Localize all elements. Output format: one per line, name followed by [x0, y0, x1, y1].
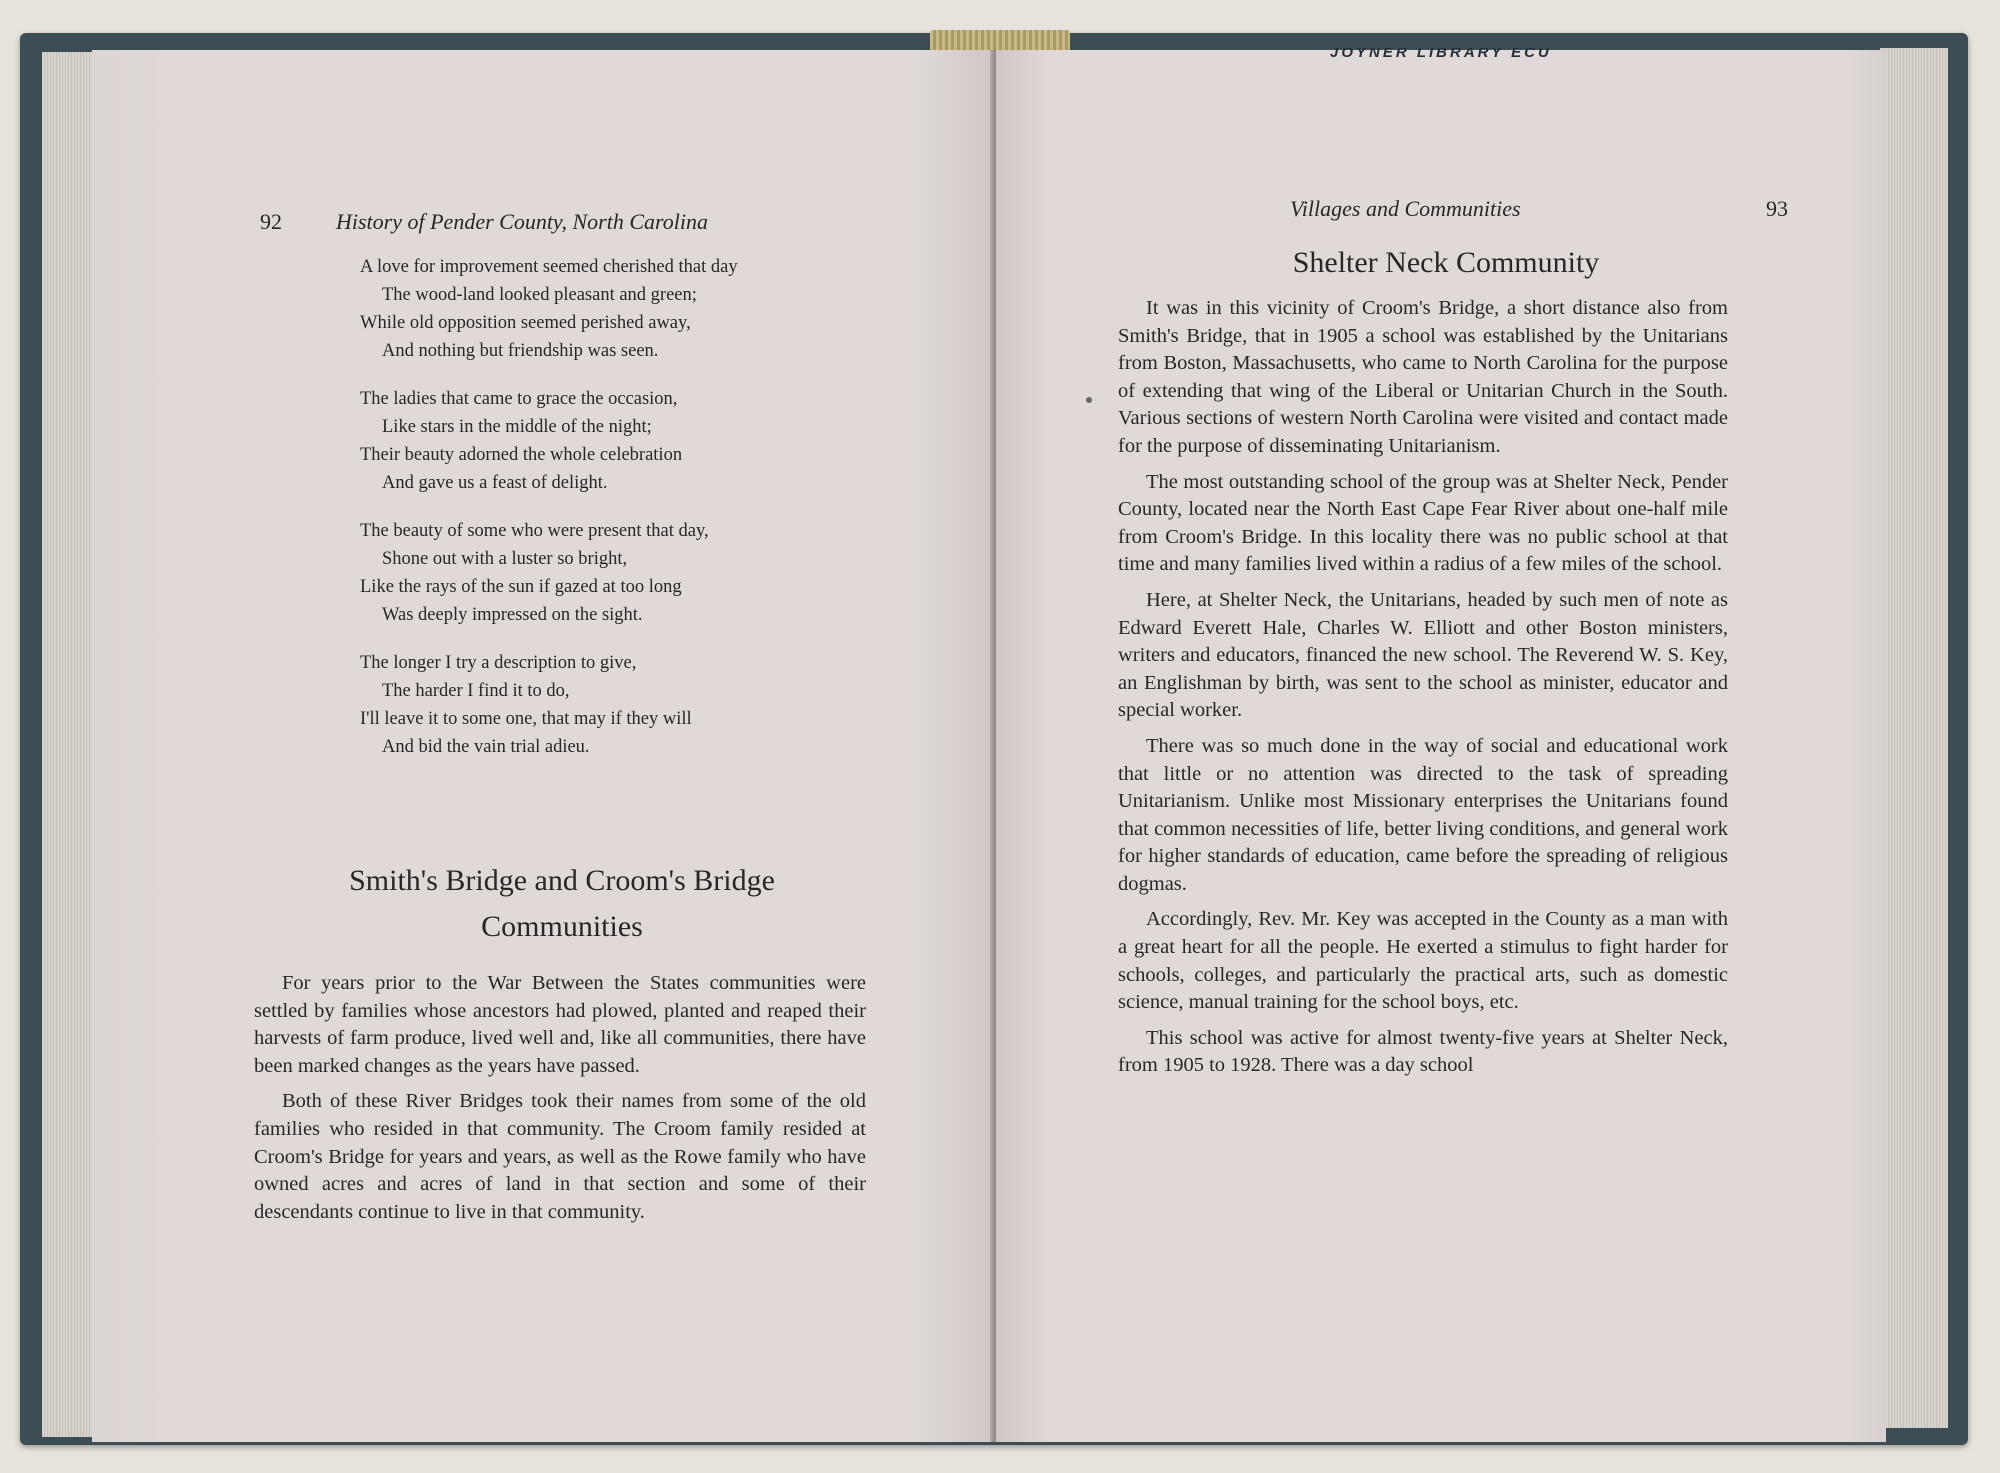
paragraph: Both of these River Bridges took their names from some of the old families who resided in that community. The Croom family resided at Croom's Bridge for years and years, as well as the Rowe family who have owned acres and acres of land in that section and some of their descendants continue to live in that community. [254, 1090, 866, 1223]
margin-mark [1086, 397, 1092, 403]
poem-stanza [360, 649, 860, 761]
poem-line: A love for improvement seemed cherished that day [360, 257, 738, 277]
poem-line: Shone out with a luster so bright, [382, 549, 628, 569]
left-page [92, 50, 992, 1442]
poem-line: And nothing but friendship was seen. [382, 341, 659, 361]
page-number: 92 [260, 209, 282, 234]
paragraph: For years prior to the War Between the States communities were settled by families whose ancestors had plowed, planted and reaped their harvests of farm produce, lived well and, like all communities, there have been marked changes as the years have passed. [254, 972, 866, 1077]
poem-line: The longer I try a description to give, [360, 653, 637, 673]
right-page [996, 50, 1886, 1442]
poem-stanza [360, 385, 860, 497]
section-heading-line: Smith's Bridge and Croom's Bridge [349, 864, 775, 897]
poem-line: And gave us a feast of delight. [382, 473, 608, 493]
page-number: 93 [1766, 196, 1788, 221]
poem-line: The harder I find it to do, [382, 681, 570, 701]
section-heading [272, 858, 852, 950]
left-page-edges [42, 52, 98, 1437]
poem-line: The beauty of some who were present that day, [360, 521, 709, 541]
poem-line: Like the rays of the sun if gazed at too long [360, 577, 682, 597]
right-page-header [1056, 196, 1816, 224]
left-page-header [260, 209, 900, 237]
poem-line: Like stars in the middle of the night; [382, 417, 652, 437]
paragraph: Here, at Shelter Neck, the Unitarians, headed by such men of note as Edward Everett Hale, Charles W. Elliott and other Boston ministers, writers and educators, financed the new school. The Reverend W. S. Key, an Englishman by birth, was sent to the school as minister, educator and special worker. [1118, 588, 1728, 722]
paragraph: It was in this vicinity of Croom's Bridge, a short distance also from Smith's Bridge, that in 1905 a school was established by the Unitarians from Boston, Massachusetts, who came to North Carolina for the purpose of extending that wing of the Liberal or Unitarian Church in the South. Various sections of western North Carolina were visited and contact made for the purpose of disseminating Unitarianism. [1118, 297, 1728, 457]
poem [360, 253, 860, 781]
left-page-body [254, 970, 866, 1234]
right-page-body [1118, 295, 1728, 1088]
poem-line: While old opposition seemed perished away, [360, 313, 691, 333]
section-heading-line: Shelter Neck Community [1292, 246, 1600, 279]
poem-line: The wood-land looked pleasant and green; [382, 285, 697, 305]
right-page-edges [1880, 48, 1948, 1428]
paragraph: There was so much done in the way of social and educational work that little or no attention was directed to the task of spreading Unitarianism. Unlike most Missionary enterprises the Unitarians found that common necessities of life, better living conditions, and general work for higher standards of education, came before the spreading of religious dogmas. [1118, 734, 1728, 895]
running-title: Villages and Communities [1290, 196, 1521, 221]
paragraph: The most outstanding school of the group was at Shelter Neck, Pender County, located near the North East Cape Fear River about one-half mile from Croom's Bridge. In this locality there was no public school at that time and many families lived within a radius of a few miles of the school. [1118, 470, 1728, 576]
poem-stanza [360, 517, 860, 629]
section-heading-line: Communities [481, 910, 643, 943]
running-title: History of Pender County, North Carolina [336, 209, 708, 234]
poem-line: The ladies that came to grace the occasion, [360, 389, 678, 409]
paragraph: This school was active for almost twenty-five years at Shelter Neck, from 1905 to 1928. There was a day school [1118, 1026, 1728, 1077]
poem-line: Their beauty adorned the whole celebration [360, 445, 683, 465]
library-stamp: JOYNER LIBRARY ECU [1330, 48, 1552, 61]
poem-line: Was deeply impressed on the sight. [382, 605, 643, 625]
poem-stanza [360, 253, 860, 365]
poem-line: And bid the vain trial adieu. [382, 737, 590, 757]
section-heading [1176, 240, 1716, 286]
paragraph: Accordingly, Rev. Mr. Key was accepted in the County as a man with a great heart for all the people. He exerted a stimulus to fight harder for schools, colleges, and particularly the practical arts, such as domestic science, manual training for the school boys, etc. [1118, 908, 1728, 1014]
poem-line: I'll leave it to some one, that may if they will [360, 709, 692, 729]
